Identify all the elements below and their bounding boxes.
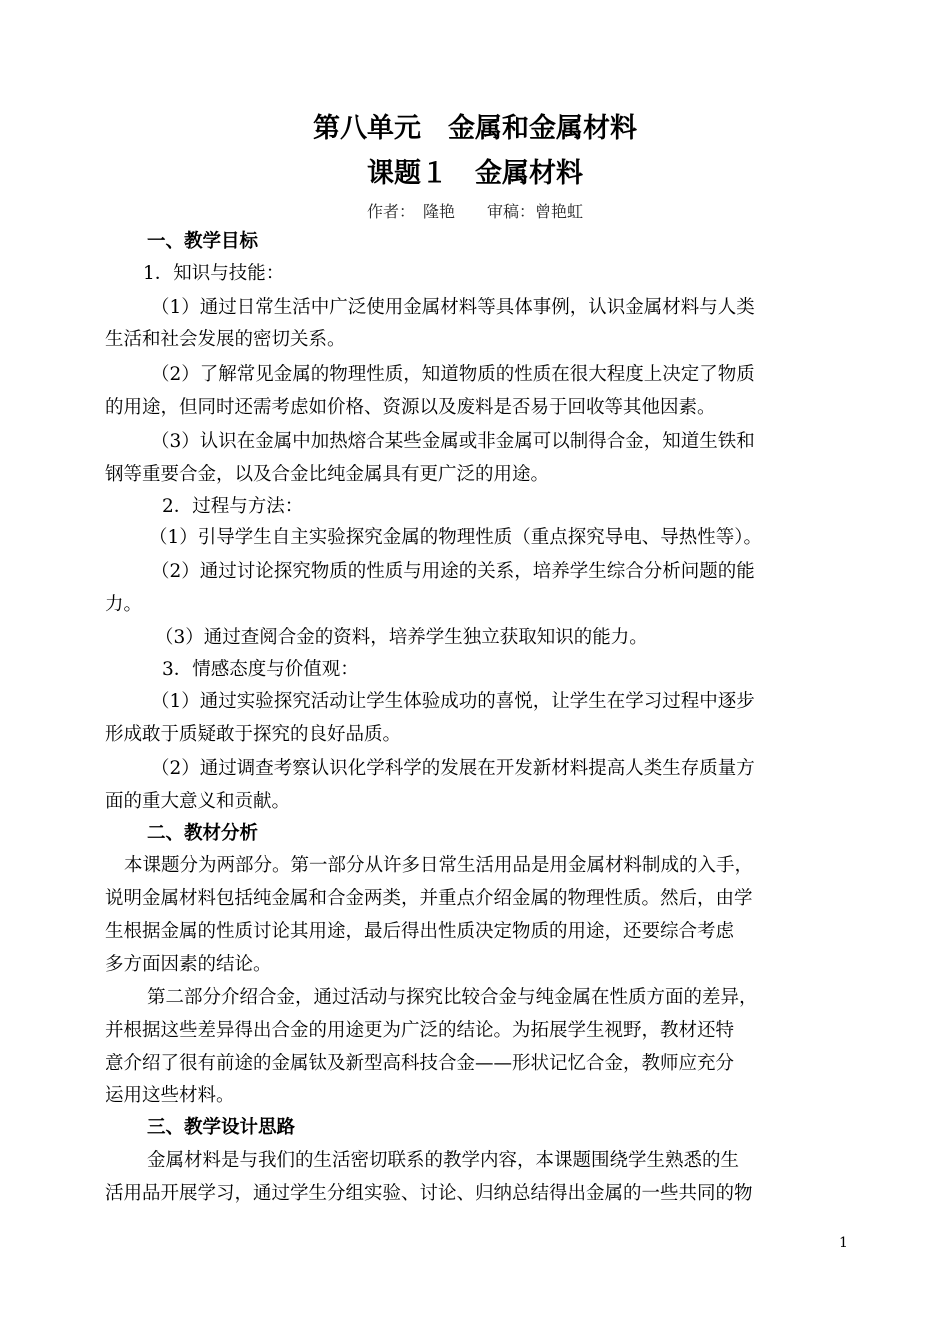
paragraph-line: （3）认识在金属中加热熔合某些金属或非金属可以制得合金，知道生铁和: [151, 431, 755, 452]
section-heading-design: 三、教学设计思路: [147, 1117, 296, 1138]
section-heading-objectives: 一、教学目标: [147, 231, 259, 252]
paragraph-line: 并根据这些差异得出合金的用途更为广泛的结论。为拓展学生视野，教材还特: [105, 1020, 735, 1041]
paragraph-line: 本课题分为两部分。第一部分从许多日常生活用品是用金属材料制成的入手，: [124, 855, 754, 876]
paragraph-line: （1）通过实验探究活动让学生体验成功的喜悦，让学生在学习过程中逐步: [151, 691, 755, 712]
paragraph-line: 面的重大意义和贡献。: [105, 791, 291, 812]
section-heading-material: 二、教材分析: [147, 823, 259, 844]
paragraph-line: 钢等重要合金，以及合金比纯金属具有更广泛的用途。: [105, 464, 550, 485]
paragraph-line: 金属材料是与我们的生活密切联系的教学内容，本课题围绕学生熟悉的生: [147, 1150, 740, 1171]
paragraph-line: 力。: [105, 594, 143, 615]
paragraph-line: 生活和社会发展的密切关系。: [105, 329, 346, 350]
author-line: 作者： 隆艳 审稿：曾艳虹: [366, 202, 583, 221]
paragraph-line: 意介绍了很有前途的金属钛及新型高科技合金——形状记忆合金，教师应充分: [105, 1053, 735, 1074]
paragraph-line: 活用品开展学习，通过学生分组实验、讨论、归纳总结得出金属的一些共同的物: [105, 1183, 753, 1204]
paragraph-line: （3）通过查阅合金的资料，培养学生独立获取知识的能力。: [155, 627, 648, 648]
paragraph-line: （2）通过调查考察认识化学科学的发展在开发新材料提高人类生存质量方: [151, 758, 755, 779]
subheading-knowledge: 1．知识与技能：: [143, 263, 285, 284]
paragraph-line: 的用途，但同时还需考虑如价格、资源以及废料是否易于回收等其他因素。: [105, 397, 716, 418]
paragraph-line: 多方面因素的结论。: [105, 954, 272, 975]
paragraph-line: （2）了解常见金属的物理性质，知道物质的性质在很大程度上决定了物质: [151, 364, 755, 385]
paragraph-line: 第二部分介绍合金，通过活动与探究比较合金与纯金属在性质方面的差异，: [147, 987, 758, 1008]
page-number: 1: [839, 1235, 848, 1251]
paragraph-line: （1）通过日常生活中广泛使用金属材料等具体事例，认识金属材料与人类: [151, 297, 755, 318]
paragraph-line: （1）引导学生自主实验探究金属的物理性质（重点探究导电、导热性等）。: [149, 527, 763, 548]
paragraph-line: 说明金属材料包括纯金属和合金两类，并重点介绍金属的物理性质。然后，由学: [105, 888, 753, 909]
subheading-values: 3．情感态度与价值观：: [162, 659, 359, 680]
paragraph-line: 形成敢于质疑敢于探究的良好品质。: [105, 724, 402, 745]
paragraph-line: （2）通过讨论探究物质的性质与用途的关系，培养学生综合分析问题的能: [151, 561, 755, 582]
paragraph-line: 运用这些材料。: [105, 1085, 235, 1106]
lesson-title: 课题１ 金属材料: [367, 158, 583, 189]
unit-title: 第八单元 金属和金属材料: [313, 113, 637, 144]
subheading-process: 2．过程与方法：: [162, 496, 304, 517]
paragraph-line: 生根据金属的性质讨论其用途，最后得出性质决定物质的用途，还要综合考虑: [105, 921, 735, 942]
